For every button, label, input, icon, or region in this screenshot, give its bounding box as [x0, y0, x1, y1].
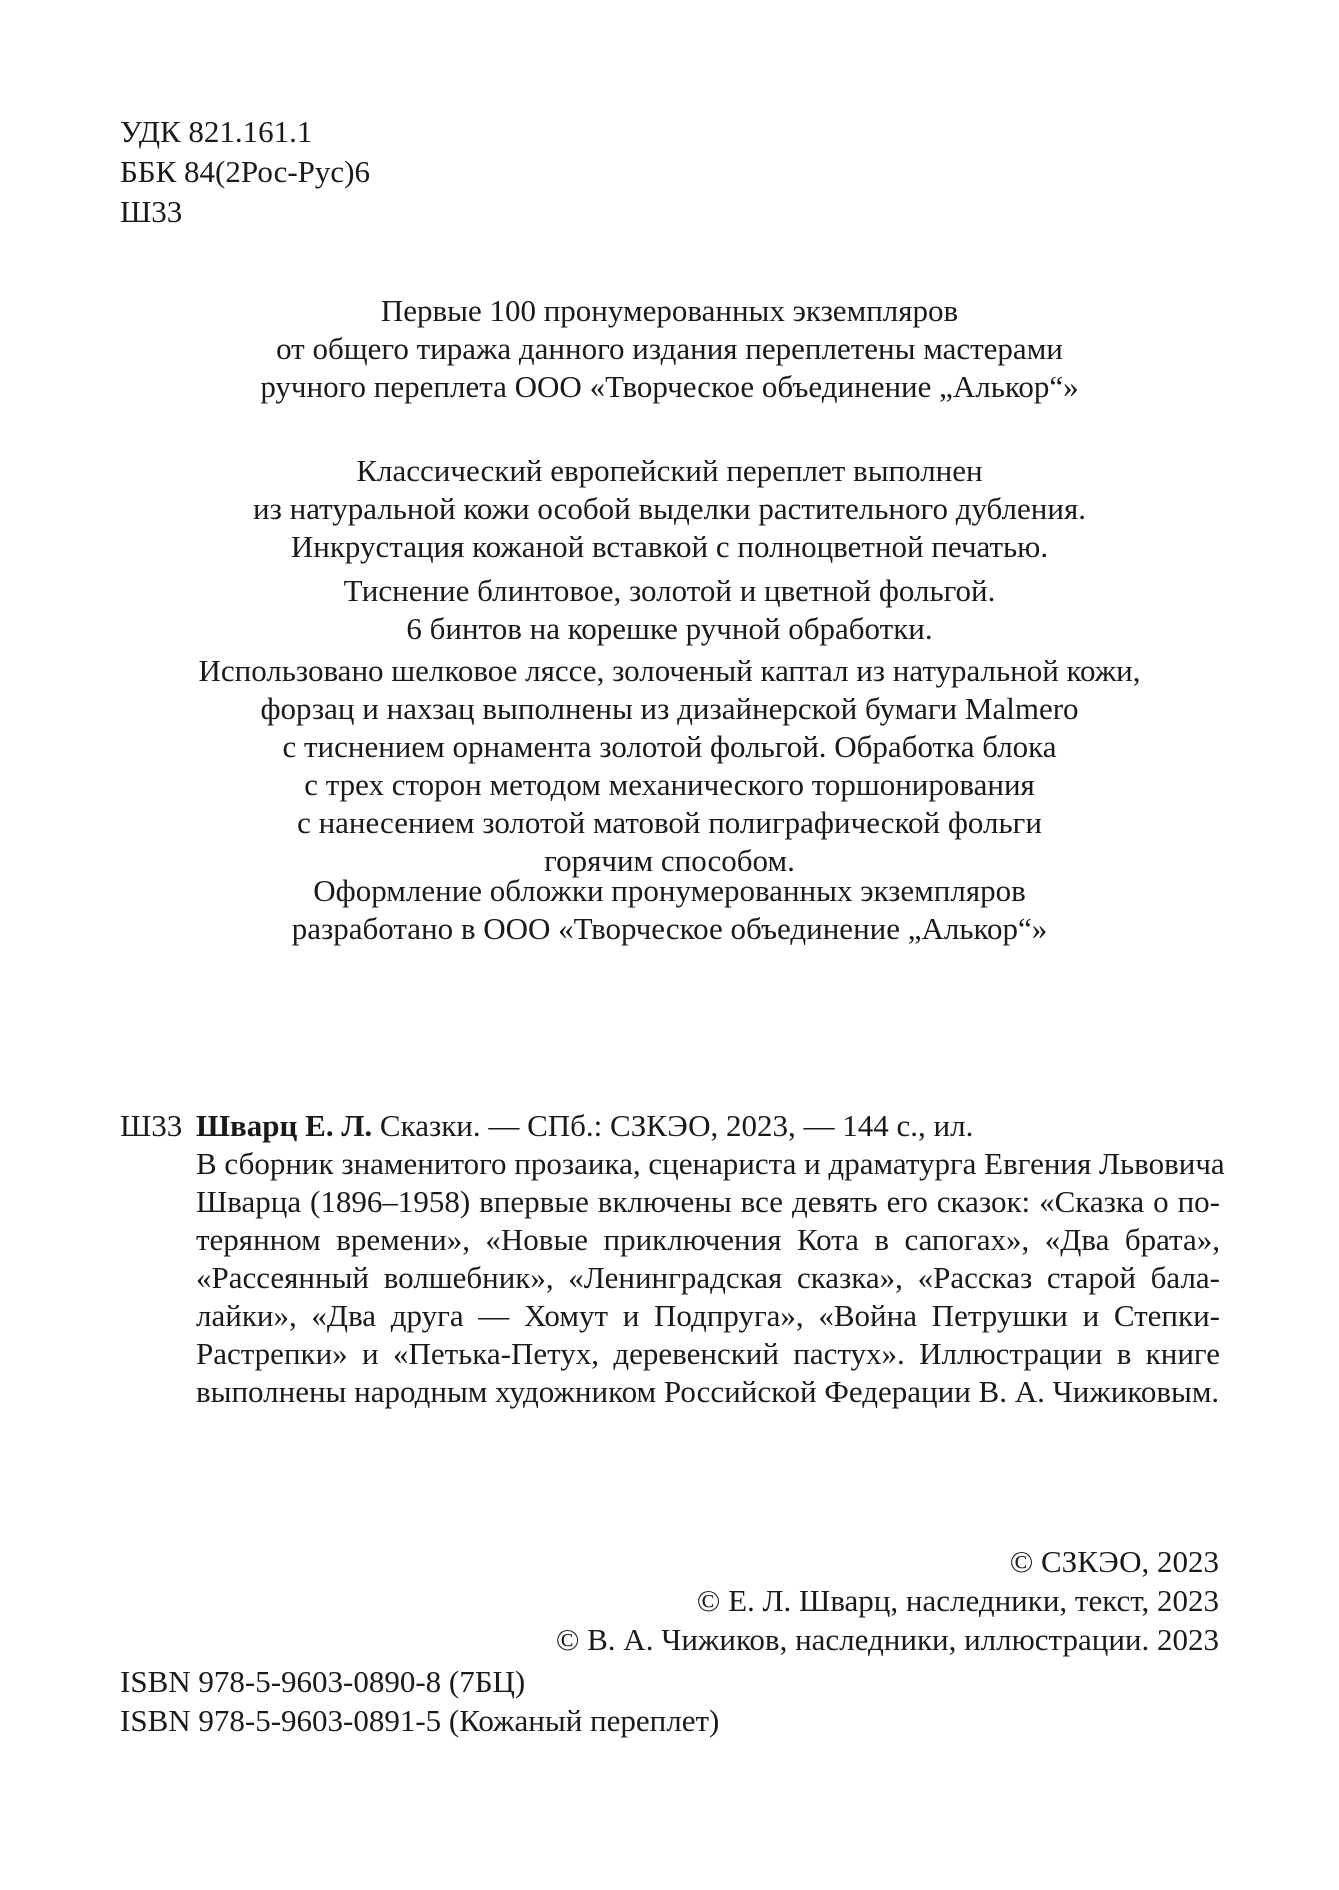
annotation-line: В сборник знаменитого прозаика, сценариста и драматурга Евгения Львовича — [196, 1146, 1225, 1181]
author-mark: Ш33 — [120, 194, 183, 229]
binding-line: с тиснением орнамента золотой фольгой. Обработка блока — [282, 729, 1057, 764]
binding-line: Тиснение блинтовое, золотой и цветной фольгой. — [343, 573, 996, 608]
annotation-line: лайки», «Два друга — Хомут и Подпруга», «Война Петрушки и Степки- — [196, 1298, 1220, 1333]
classification-block — [120, 112, 370, 232]
isbn-line: ISBN 978-5-9603-0891-5 (Кожаный переплет) — [120, 1703, 720, 1738]
annotation-line: выполнены народным художником Российской Федерации В. А. Чижиковым. — [196, 1374, 1220, 1409]
isbn-line: ISBN 978-5-9603-0890-8 (7БЦ) — [120, 1664, 526, 1699]
author-name: Шварц Е. Л. — [196, 1108, 373, 1143]
copyright-block — [556, 1542, 1219, 1659]
binding-line: форзац и нахзац выполнены из дизайнерской бумаги Malmero — [260, 691, 1079, 726]
isbn-block — [120, 1662, 719, 1740]
binding-line: из натуральной кожи особой выделки растительного дубления. — [253, 491, 1086, 526]
copyright-line: © СЗКЭО, 2023 — [1009, 1544, 1219, 1579]
binding-line: Оформление обложки пронумерованных экземпляров — [313, 873, 1026, 908]
binding-paragraph-3 — [0, 652, 1339, 880]
annotation-heading — [196, 1107, 1220, 1145]
edition-note — [0, 292, 1339, 406]
binding-line: с трех сторон методом механического торшонирования — [304, 767, 1035, 802]
binding-line: с нанесением золотой матовой полиграфической фольги — [297, 805, 1042, 840]
binding-line: Использовано шелковое ляссе, золоченый каптал из натуральной кожи, — [198, 653, 1141, 688]
binding-line: разработано в ООО «Творческое объединение „Алькор“» — [291, 911, 1048, 946]
edition-note-line: Первые 100 пронумерованных экземпляров — [380, 293, 959, 328]
copyright-line: © Е. Л. Шварц, наследники, текст, 2023 — [696, 1583, 1219, 1618]
annotation-line: Шварца (1896–1958) впервые включены все девять его сказок: «Сказка о по- — [196, 1184, 1220, 1219]
binding-line: Классический европейский переплет выполнен — [356, 453, 983, 488]
binding-line: 6 бинтов на корешке ручной обработки. — [406, 611, 933, 646]
bbk-code: ББК 84(2Рос-Рус)6 — [120, 154, 370, 189]
annotation-code: Ш33 — [120, 1108, 183, 1143]
edition-note-line: ручного переплета ООО «Творческое объединение „Алькор“» — [260, 369, 1079, 404]
cover-design-note — [0, 872, 1339, 948]
edition-note-line: от общего тиража данного издания переплетены мастерами — [276, 331, 1063, 366]
binding-line: Инкрустация кожаной вставкой с полноцветной печатью. — [290, 529, 1049, 564]
binding-paragraph-2 — [0, 572, 1339, 648]
annotation-line: терянном времени», «Новые приключения Кота в сапогах», «Два брата», — [196, 1222, 1220, 1257]
annotation-line: «Рассеянный волшебник», «Ленинградская сказка», «Рассказ старой бала- — [196, 1260, 1220, 1295]
copyright-line: © В. А. Чижиков, наследники, иллюстрации. 2023 — [555, 1622, 1219, 1657]
binding-paragraph-1 — [0, 452, 1339, 566]
annotation-line: Растрепки» и «Петька-Петух, деревенский пастух». Иллюстрации в книге — [196, 1336, 1220, 1371]
udk-code: УДК 821.161.1 — [120, 114, 313, 149]
binding-line: горячим способом. — [544, 843, 795, 878]
annotation-title: Сказки. — СПб.: СЗКЭО, 2023, — 144 с., ил. — [372, 1108, 974, 1143]
annotation-text — [196, 1107, 1225, 1411]
